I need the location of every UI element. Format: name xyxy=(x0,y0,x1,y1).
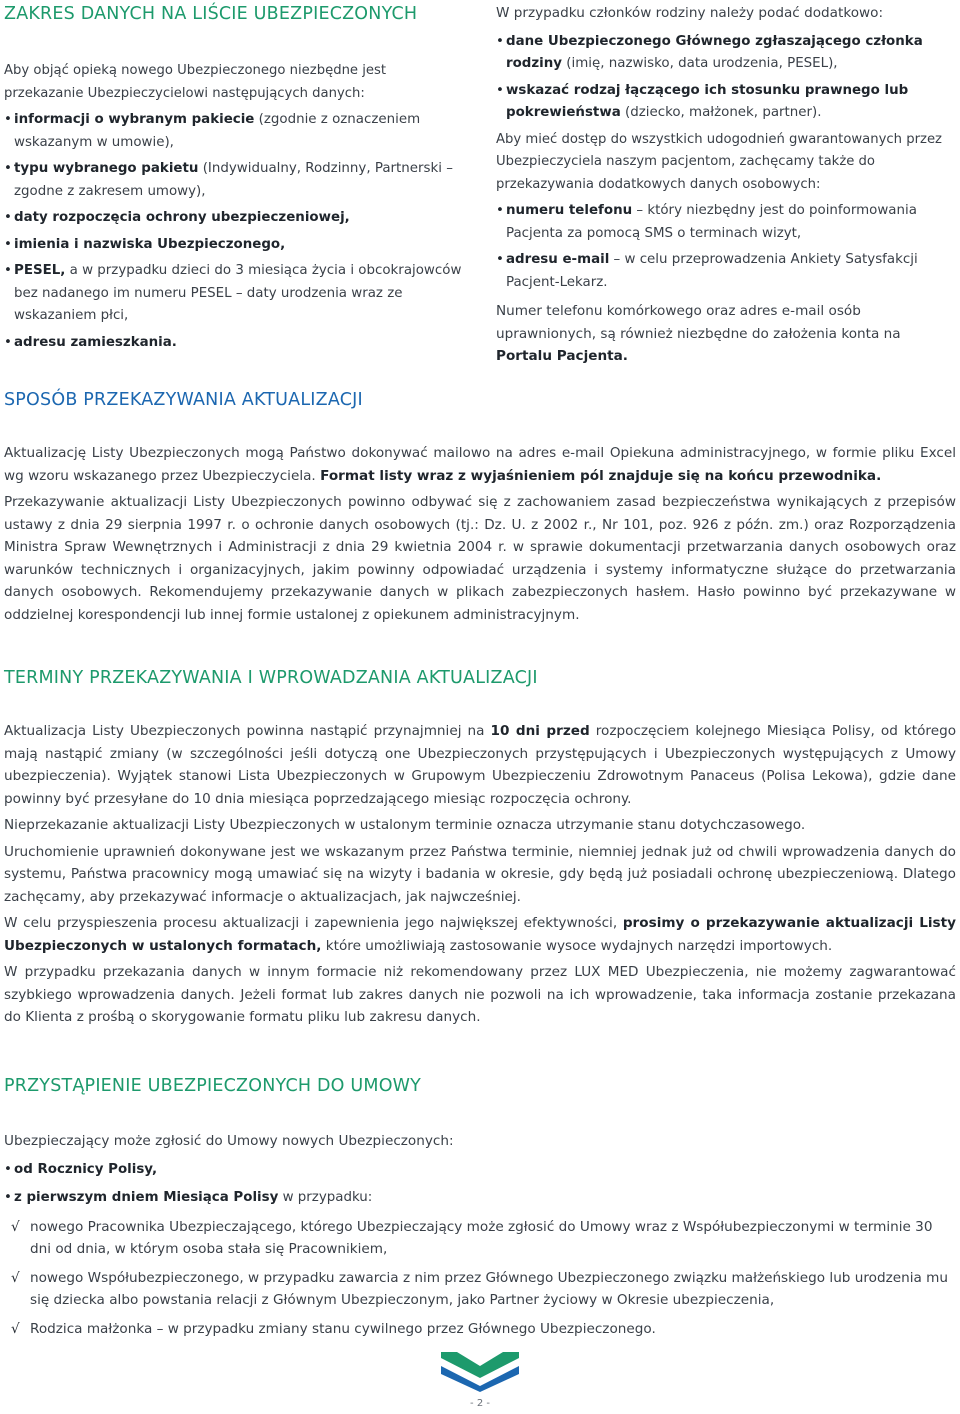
list-item: • imienia i nazwiska Ubezpieczonego, xyxy=(4,234,466,257)
deadlines-paragraph-4: W celu przyspieszenia procesu aktualizacji i zapewnienia jego największej efektywności, prosimy o przekazywanie aktualizacji Listy Ubezpieczonych w ustalonych formatach, które umożliwiają zastosowanie wysoce wydajnych narzędzi importowych. xyxy=(4,915,957,954)
section-title-update-deadlines: TERMINY PRZEKAZYWANIA I WPROWADZANIA AKTUALIZACJI xyxy=(4,668,538,688)
data-scope-left-column xyxy=(4,2,466,354)
joining-intro: Ubezpieczający może zgłosić do Umowy nowych Ubezpieczonych: xyxy=(4,1133,454,1149)
joining-list xyxy=(4,1159,956,1210)
list-item: • od Rocznicy Polisy, xyxy=(4,1159,956,1182)
list-item: √ nowego Współubezpieczonego, w przypadku zawarcia z nim przez Głównego Ubezpieczonego związku małżeńskiego lub urodzenia mu się dziecka albo powstania relacji z Głównym Ubezpieczonym, jako Partner życiowy w Okresie ubezpieczenia, xyxy=(4,1267,956,1312)
section-title-data-scope: ZAKRES DANYCH NA LIŚCIE UBEZPIECZONYCH xyxy=(4,4,418,24)
list-item: • z pierwszym dniem Miesiąca Polisy w przypadku: xyxy=(4,1187,956,1210)
list-item: • daty rozpoczęcia ochrony ubezpieczeniowej, xyxy=(4,207,466,230)
check-icon: √ xyxy=(11,1320,20,1337)
list-item: √ Rodzica małżonka – w przypadku zmiany stanu cywilnego przez Głównego Ubezpieczonego. xyxy=(4,1318,956,1341)
list-item: • wskazać rodzaj łączącego ich stosunku prawnego lub pokrewieństwa (dziecko, małżonek, partner). xyxy=(496,80,956,125)
data-scope-right-column xyxy=(496,2,956,368)
list-item: • numeru telefonu – który niezbędny jest do poinformowania Pacjenta za pomocą SMS o terminach wizyt, xyxy=(496,200,956,245)
deadlines-paragraph-2: Nieprzekazanie aktualizacji Listy Ubezpieczonych w ustalonym terminie oznacza utrzymanie stanu dotychczasowego. xyxy=(4,817,806,833)
check-icon: √ xyxy=(11,1269,20,1286)
joining-section xyxy=(4,1074,956,1340)
deadlines-paragraph-1: Aktualizacja Listy Ubezpieczonych powinna nastąpić przynajmniej na 10 dni przed rozpoczęciem kolejnego Miesiąca Polisy, od którego mają nastąpić zmiany (w szczególności jeśli dotyczą one Ubezpieczonych przystępujących i Ubezpieczonych występujących z Umowy ubezpieczenia). Wyjątek stanowi Lista Ubezpieczonych w Grupowym Ubezpieczeniu Zdrowotnym Panaceus (Polisa Lekowa), gdzie dane powinny być przesyłane do 10 dnia miesiąca poprzedzającego miesiąc rozpoczęcia ochrony. xyxy=(4,723,957,807)
list-item: • PESEL, a w przypadku dzieci do 3 miesiąca życia i obcokrajowców bez nadanego im numeru PESEL – daty urodzenia wraz ze wskazaniem płci, xyxy=(4,260,466,328)
check-icon: √ xyxy=(11,1218,20,1235)
required-data-list xyxy=(4,109,466,354)
list-item: • adresu zamieszkania. xyxy=(4,332,466,355)
list-item: • adresu e-mail – w celu przeprowadzenia Ankiety Satysfakcji Pacjent-Lekarz. xyxy=(496,249,956,294)
section-title-update-method: SPOSÓB PRZEKAZYWANIA AKTUALIZACJI xyxy=(4,390,363,410)
update-method-paragraph-2: Przekazywanie aktualizacji Listy Ubezpieczonych powinno odbywać się z zachowaniem zasad bezpieczeństwa wynikających z przepisów ustawy z dnia 29 sierpnia 1997 r. o ochronie danych osobowych (tj.: Dz. U. z 2002 r., Nr 101, poz. 926 z późn. zm.) oraz Rozporządzenia Ministra Spraw Wewnętrznych i Administracji z dnia 29 kwietnia 2004 r. w sprawie dokumentacji przetwarzania danych osobowych oraz warunków technicznych i organizacyjnych, jakim powinny odpowiadać urządzenia i systemy informatyczne służące do przetwarzania danych osobowych. Rekomendujemy przekazywanie danych w plikach zabezpieczonych hasłem. Hasło powinno być przekazywane w oddzielnej korespondencji lub innej formie ustalonej z opiekunem administracyjnym. xyxy=(4,494,956,623)
update-method-section xyxy=(4,388,956,626)
list-item: • dane Ubezpieczonego Głównego zgłaszającego członka rodziny (imię, nazwisko, data urodzenia, PESEL), xyxy=(496,31,956,76)
joining-cases-list xyxy=(4,1216,956,1341)
data-scope-closing: Numer telefonu komórkowego oraz adres e-mail osób uprawnionych, są również niezbędne do założenia konta na Portalu Pacjenta. xyxy=(496,303,901,364)
list-item: • typu wybranego pakietu (Indywidualny, Rodzinny, Partnerski – zgodne z zakresem umowy), xyxy=(4,158,466,203)
brand-chevron-logo-icon xyxy=(441,1352,519,1392)
deadlines-paragraph-3: Uruchomienie uprawnień dokonywane jest we wskazanym przez Państwa terminie, niemniej jednak już od chwili wprowadzenia danych do systemu, Państwa pracownicy mogą umawiać się na wizyty i badania w okresie, gdy będą już posiadali ochronę ubezpieczeniową. Dlatego zachęcamy, aby przekazywać informacje o aktualizacjach, jak najwcześniej. xyxy=(4,843,956,905)
update-method-paragraph-1: Aktualizację Listy Ubezpieczonych mogą Państwo dokonywać mailowo na adres e-mail Opiekuna administracyjnego, w formie pliku Excel wg wzoru wskazanego przez Ubezpieczyciela. Format listy wraz z wyjaśnieniem pól znajduje się na końcu przewodnika. xyxy=(4,445,956,484)
list-item: • informacji o wybranym pakiecie (zgodnie z oznaczeniem wskazanym w umowie), xyxy=(4,109,466,154)
family-data-list xyxy=(496,31,956,125)
extra-data-intro: Aby mieć dostęp do wszystkich udogodnień gwarantowanych przez Ubezpieczyciela naszym pacjentom, zachęcamy także do przekazywania dodatkowych danych osobowych: xyxy=(496,131,942,192)
extra-data-list xyxy=(496,200,956,294)
family-intro: W przypadku członków rodziny należy podać dodatkowo: xyxy=(496,5,884,21)
data-scope-intro: Aby objąć opieką nowego Ubezpieczonego niezbędne jest przekazanie Ubezpieczycielowi następujących danych: xyxy=(4,63,387,101)
deadlines-paragraph-5: W przypadku przekazania danych w innym formacie niż rekomendowany przez LUX MED Ubezpieczenia, nie możemy zagwarantować szybkiego wprowadzenia danych. Jeżeli format lub zakres danych nie pozwoli na ich wprowadzenie, taka informacja zostanie przekazana do Klienta z prośbą o skorygowanie formatu pliku lub zakresu danych. xyxy=(4,964,956,1025)
page-number: - 2 - xyxy=(470,1398,490,1409)
section-title-joining: PRZYSTĄPIENIE UBEZPIECZONYCH DO UMOWY xyxy=(4,1076,422,1096)
list-item: √ nowego Pracownika Ubezpieczającego, którego Ubezpieczający może zgłosić do Umowy wraz z Współubezpieczonymi w terminie 30 dni od dnia, w którym osoba stała się Pracownikiem, xyxy=(4,1216,956,1261)
update-deadlines-section xyxy=(4,666,956,1029)
